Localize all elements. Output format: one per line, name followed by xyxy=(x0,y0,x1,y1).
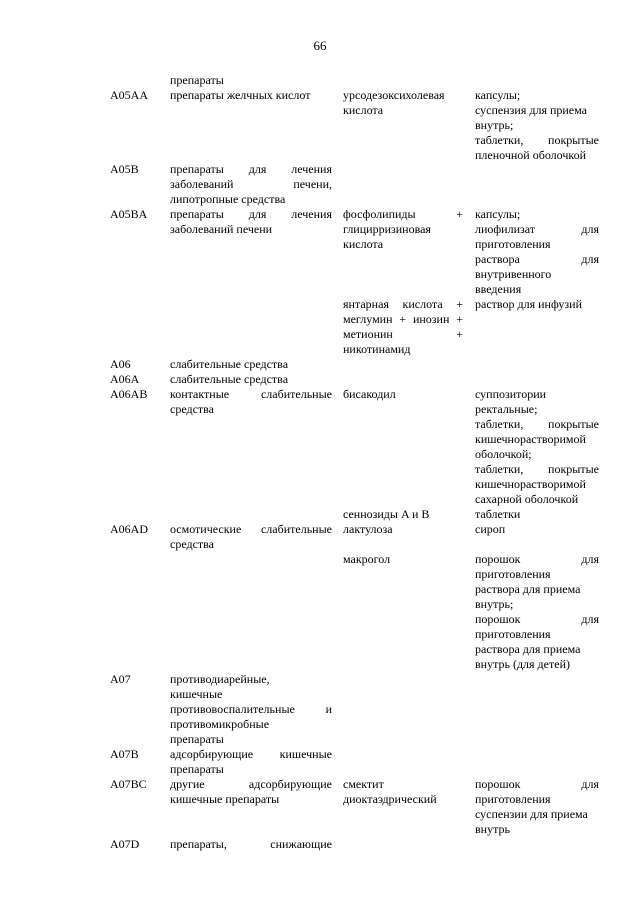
cell-line: раствора для приема xyxy=(475,582,581,596)
cell-line: лиофилизат для xyxy=(475,222,599,236)
drug-name xyxy=(343,777,463,807)
cell-line: капсулы; xyxy=(475,207,521,221)
cell-line: кислота xyxy=(343,103,384,117)
atc-code: A07BC xyxy=(110,777,147,791)
cell-line: другие адсорбирующие xyxy=(170,777,332,791)
cell-line: приготовления xyxy=(475,792,551,806)
cell-line: внутривенного xyxy=(475,267,552,281)
cell-line: раствора для xyxy=(475,252,599,266)
cell-line: таблетки xyxy=(475,507,521,521)
cell-line: приготовления xyxy=(475,627,551,641)
atc-code: A05B xyxy=(110,162,139,176)
atc-code: A07D xyxy=(110,837,140,851)
cell-line: препараты xyxy=(170,73,224,87)
cell-line: оболочкой; xyxy=(475,447,532,461)
cell-line: макрогол xyxy=(343,552,391,566)
anatomical-therapeutic-group xyxy=(170,837,332,852)
drug-name xyxy=(343,387,463,402)
cell-line: адсорбирующие кишечные xyxy=(170,747,332,761)
cell-line: сеннозиды A и B xyxy=(343,507,430,521)
cell-line: суспензии для приема xyxy=(475,807,588,821)
cell-line: слабительные средства xyxy=(170,357,289,371)
atc-code: A07B xyxy=(110,747,139,761)
cell-line: внутрь (для детей) xyxy=(475,657,570,671)
dosage-form xyxy=(475,297,599,312)
dosage-form xyxy=(475,552,599,672)
dosage-form xyxy=(475,507,599,522)
anatomical-therapeutic-group xyxy=(170,672,332,747)
cell-line: пленочной оболочкой xyxy=(475,148,587,162)
cell-line: приготовления xyxy=(475,567,551,581)
cell-line: препараты желчных кислот xyxy=(170,88,311,102)
atc-code: A05BA xyxy=(110,207,148,221)
dosage-form xyxy=(475,387,599,507)
anatomical-therapeutic-group xyxy=(170,357,332,372)
anatomical-therapeutic-group xyxy=(170,88,332,103)
anatomical-therapeutic-group xyxy=(170,387,332,417)
cell-line: таблетки, покрытые xyxy=(475,462,599,476)
cell-line: препараты xyxy=(170,732,224,746)
cell-line: смектит xyxy=(343,777,384,791)
anatomical-therapeutic-group xyxy=(170,207,332,237)
cell-line: кишечнорастворимой xyxy=(475,432,586,446)
cell-line: сахарной оболочкой xyxy=(475,492,579,506)
dosage-form xyxy=(475,207,599,297)
atc-code: A05AA xyxy=(110,88,148,102)
cell-line: противодиарейные, xyxy=(170,672,270,686)
cell-line: кишечные xyxy=(170,687,223,701)
cell-line: капсулы; xyxy=(475,88,521,102)
atc-code: A06A xyxy=(110,372,140,386)
cell-line: сироп xyxy=(475,522,506,536)
cell-line: янтарная кислота + xyxy=(343,297,463,311)
dosage-form xyxy=(475,522,599,537)
cell-line: урсодезоксихолевая xyxy=(343,88,445,102)
cell-line: порошок для xyxy=(475,612,599,626)
cell-line: противомикробные xyxy=(170,717,270,731)
dosage-form xyxy=(475,88,599,163)
cell-line: средства xyxy=(170,402,215,416)
cell-line: противовоспалительные и xyxy=(170,702,332,716)
cell-line: лактулоза xyxy=(343,522,393,536)
anatomical-therapeutic-group xyxy=(170,522,332,552)
cell-line: заболеваний печени xyxy=(170,222,273,236)
anatomical-therapeutic-group xyxy=(170,162,332,207)
drug-name xyxy=(343,552,463,567)
cell-line: диоктаэдрический xyxy=(343,792,437,806)
cell-line: никотинамид xyxy=(343,342,411,356)
cell-line: контактные слабительные xyxy=(170,387,332,401)
cell-line: заболеваний печени, xyxy=(170,177,332,191)
drug-name xyxy=(343,88,463,118)
cell-line: введения xyxy=(475,282,522,296)
cell-line: препараты xyxy=(170,762,224,776)
cell-line: порошок для xyxy=(475,777,599,791)
drug-name xyxy=(343,297,463,357)
cell-line: ректальные; xyxy=(475,402,538,416)
cell-line: метионин + xyxy=(343,327,463,341)
cell-line: приготовления xyxy=(475,237,551,251)
cell-line: глицирризиновая xyxy=(343,222,431,236)
cell-line: суппозитории xyxy=(475,387,547,401)
cell-line: кишечные препараты xyxy=(170,792,280,806)
cell-line: средства xyxy=(170,537,215,551)
cell-line: бисакодил xyxy=(343,387,396,401)
dosage-form xyxy=(475,777,599,837)
atc-code: A06AB xyxy=(110,387,148,401)
atc-code: A07 xyxy=(110,672,131,686)
cell-line: осмотические слабительные xyxy=(170,522,332,536)
drug-name xyxy=(343,507,463,522)
cell-line: раствора для приема xyxy=(475,642,581,656)
cell-line: липотропные средства xyxy=(170,192,286,206)
anatomical-therapeutic-group xyxy=(170,747,332,777)
drug-name xyxy=(343,207,463,252)
cell-line: таблетки, покрытые xyxy=(475,133,599,147)
anatomical-therapeutic-group xyxy=(170,73,332,88)
atc-code: A06AD xyxy=(110,522,148,536)
cell-line: таблетки, покрытые xyxy=(475,417,599,431)
cell-line: меглумин + инозин + xyxy=(343,312,463,326)
cell-line: фосфолипиды + xyxy=(343,207,463,221)
cell-line: порошок для xyxy=(475,552,599,566)
anatomical-therapeutic-group xyxy=(170,372,332,387)
cell-line: внутрь; xyxy=(475,118,514,132)
cell-line: препараты для лечения xyxy=(170,162,332,176)
cell-line: кишечнорастворимой xyxy=(475,477,586,491)
cell-line: препараты, снижающие xyxy=(170,837,332,851)
page-number: 66 xyxy=(313,38,327,53)
anatomical-therapeutic-group xyxy=(170,777,332,807)
cell-line: внутрь; xyxy=(475,597,514,611)
cell-line: раствор для инфузий xyxy=(475,297,582,311)
atc-code: A06 xyxy=(110,357,131,371)
cell-line: кислота xyxy=(343,237,384,251)
cell-line: препараты для лечения xyxy=(170,207,332,221)
cell-line: суспензия для приема xyxy=(475,103,587,117)
drug-name xyxy=(343,522,463,537)
cell-line: слабительные средства xyxy=(170,372,289,386)
cell-line: внутрь xyxy=(475,822,510,836)
